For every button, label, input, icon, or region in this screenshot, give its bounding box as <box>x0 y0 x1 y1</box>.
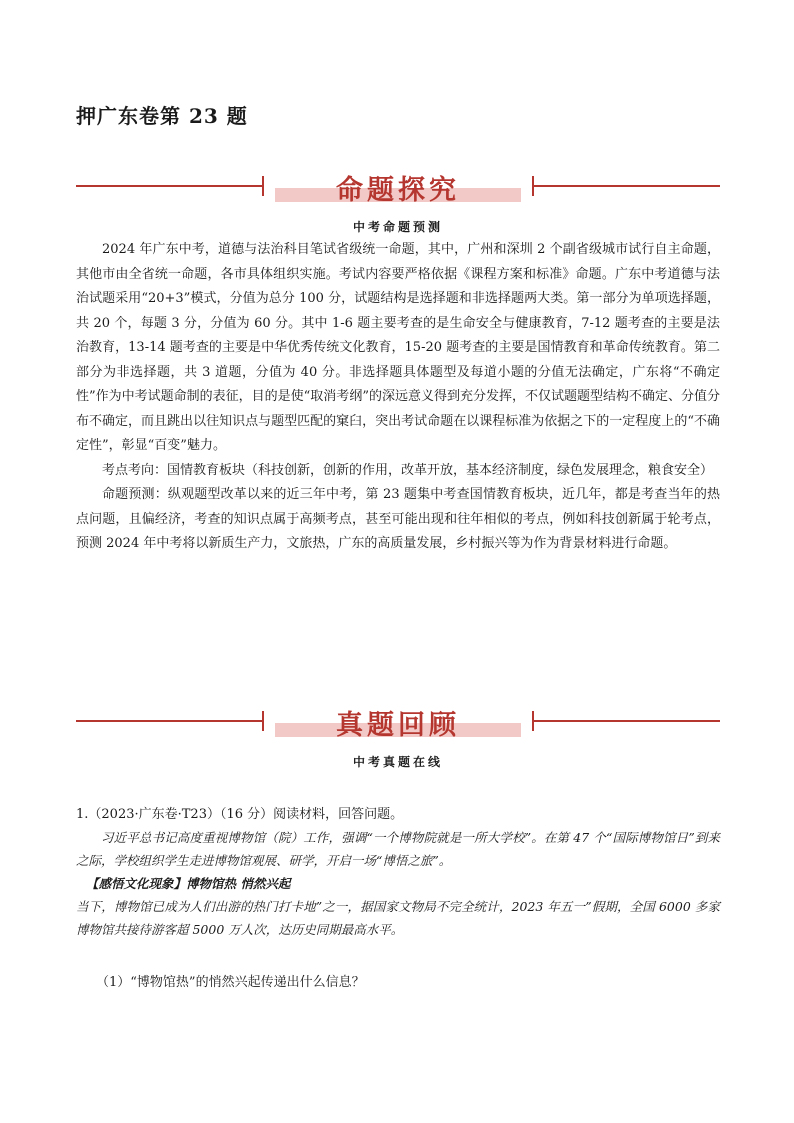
paragraph-exam-points: 考点考向：国情教育板块（科技创新，创新的作用，改革开放，基本经济制度，绿色发展理念，粮食安全） <box>102 462 714 478</box>
banner-rule-left <box>76 720 262 722</box>
banner-rule-right <box>534 720 720 722</box>
banner-rule-right <box>534 185 720 187</box>
paragraph-overview: 2024 年广东中考，道德与法治科目笔试省级统一命题，其中，广州和深圳 2 个副省级城市试行自主命题，其他市由全省统一命题，各市具体组织实施。考试内容要严格依据《课程方案和标准》命题。广东中考道德与法治试题采用“20+3”模式，分值为总分 100 分，试题结构是选择题和非选择题两大类。第一部分为单项选择题，共 20 个，每题 3 分，分值为 60 分。其中 1-6 题主要考查的是生命安全与健康教育，7-12 题考查的主要是法治教育，13-14 题考查的主要是中华优秀传统文化教育，15-20 题考查的主要是国情教育和革命传统教育。第二部分为非选择题，共 3 道题，分值为 40 分。非选择题具体题型及每道小题的分值无法确定，广东将“不确定性”作为中考试题命制的表征，目的是使“取消考纲”的深远意义得到充分发挥，不仅试题题型结构不确定、分值分布不确定，而且跳出以往知识点与题型匹配的窠臼，突出考试命题在以课程标准为依据之下的一定程度上的“不确定性”，彰显“百变”魅力。 <box>76 242 720 453</box>
banner-title: 命题探究 <box>336 175 460 206</box>
material-topic: 【感悟文化现象】博物馆热 悄然兴起 <box>86 876 291 891</box>
page-title: 押广东卷第 23 题 <box>76 104 248 128</box>
section-banner-review <box>76 705 720 751</box>
sub-question: （1）“博物馆热”的悄然兴起传递出什么信息？ <box>96 975 365 990</box>
banner-tick-left <box>262 711 264 731</box>
analysis-text <box>76 238 720 557</box>
section-subtitle: 中考命题预测 <box>352 220 443 234</box>
paragraph-prediction: 命题预测：纵观题型改革以来的近三年中考，第 23 题集中考查国情教育板块，近几年，都是考查当年的热点问题，且偏经济，考查的知识点属于高频考点，甚至可能出现和往年相似的考点，例如科技创新属于轮考点，预测 2024 年中考将以新质生产力，文旅热，广东的高质量发展，乡村振兴等为作为背景材料进行命题。 <box>76 487 720 551</box>
material-body: 当下，博物馆已成为人们出游的热门打卡地”之一，据国家文物局不完全统计，2023 年五一”假期，全国 6000 多家博物馆共接待游客超 5000 万人次，达历史同期最高水平。 <box>76 899 720 937</box>
banner-tick-left <box>262 176 264 196</box>
banner-title: 真题回顾 <box>336 710 460 741</box>
section-banner-explore <box>76 170 720 216</box>
section-subtitle: 中考真题在线 <box>352 755 443 769</box>
banner-rule-left <box>76 185 262 187</box>
material-intro: 习近平总书记高度重视博物馆（院）工作，强调“一个博物院就是一所大学校”。在第 47 个“国际博物馆日”到来之际，学校组织学生走进博物馆观展、研学，开启一场“博悟之旅”。 <box>76 830 720 868</box>
question-header: 1.（2023·广东卷·T23）（16 分）阅读材料，回答问题。 <box>76 807 404 822</box>
reading-material <box>76 826 720 941</box>
